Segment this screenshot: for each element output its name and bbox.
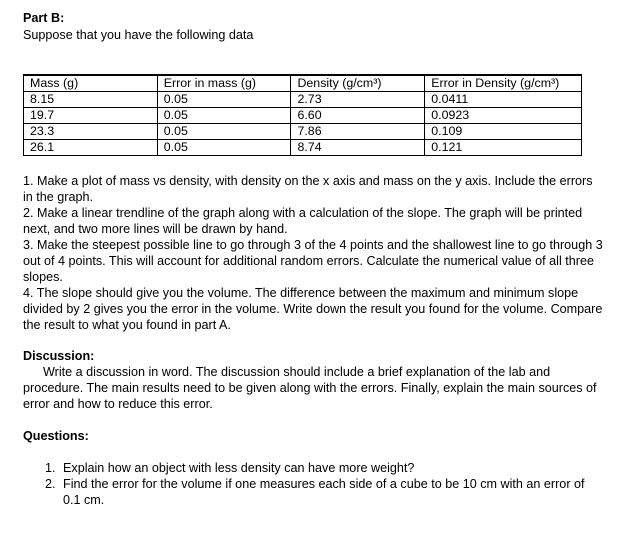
part-b-intro: Suppose that you have the following data	[23, 28, 254, 42]
table-row	[24, 92, 582, 108]
cell-error-mass: 0.05	[157, 140, 291, 156]
table-header-row	[24, 75, 582, 92]
table-row	[24, 108, 582, 124]
cell-density: 2.73	[291, 92, 425, 108]
cell-error-mass: 0.05	[157, 108, 291, 124]
cell-error-density: 0.121	[425, 140, 582, 156]
header-density: Density (g/cm³)	[291, 75, 425, 92]
instruction-3: 3. Make the steepest possible line to go through 3 of the 4 points and the shallowest line to go through 3 out of 4 points. This will account for additional random errors. Calculate the numerical value of all three slopes.	[23, 238, 603, 284]
cell-density: 8.74	[291, 140, 425, 156]
cell-error-density: 0.0923	[425, 108, 582, 124]
cell-mass: 23.3	[24, 124, 158, 140]
cell-mass: 26.1	[24, 140, 158, 156]
cell-mass: 8.15	[24, 92, 158, 108]
question-text: Explain how an object with less density can have more weight?	[63, 461, 415, 475]
question-number: 2.	[45, 477, 56, 491]
instruction-4: 4. The slope should give you the volume. The difference between the maximum and minimum slope divided by 2 gives you the error in the volume. Write down the result you found for the volume. Compare the result to what you found in part A.	[23, 286, 603, 332]
cell-error-density: 0.0411	[425, 92, 582, 108]
header-mass: Mass (g)	[24, 75, 158, 92]
discussion-text: Write a discussion in word. The discussion should include a brief explanation of the lab and procedure. The main results need to be given along with the errors. Finally, explain the main sources of error and how to reduce this error.	[23, 365, 597, 411]
cell-density: 6.60	[291, 108, 425, 124]
table-row	[24, 140, 582, 156]
table-row	[24, 124, 582, 140]
cell-density: 7.86	[291, 124, 425, 140]
cell-error-density: 0.109	[425, 124, 582, 140]
cell-mass: 19.7	[24, 108, 158, 124]
instruction-2: 2. Make a linear trendline of the graph along with a calculation of the slope. The graph will be printed next, and two more lines will be drawn by hand.	[23, 206, 583, 236]
questions-heading: Questions:	[23, 429, 89, 443]
header-error-density: Error in Density (g/cm³)	[425, 75, 582, 92]
instruction-1: 1. Make a plot of mass vs density, with density on the x axis and mass on the y axis. Include the errors in the graph.	[23, 174, 593, 204]
header-error-mass: Error in mass (g)	[157, 75, 291, 92]
discussion-heading: Discussion:	[23, 349, 95, 363]
question-number: 1.	[45, 461, 56, 475]
data-table	[23, 74, 582, 156]
cell-error-mass: 0.05	[157, 92, 291, 108]
question-text: Find the error for the volume if one measures each side of a cube to be 10 cm with an error of 0.1 cm.	[63, 477, 585, 507]
cell-error-mass: 0.05	[157, 124, 291, 140]
part-b-heading: Part B:	[23, 11, 65, 25]
